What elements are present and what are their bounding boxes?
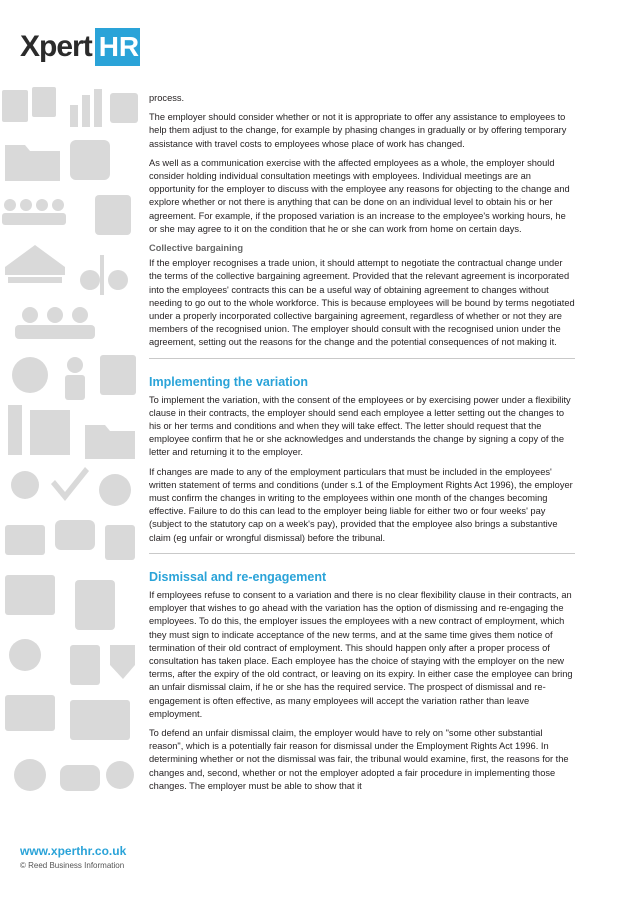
paragraph: The employer should consider whether or not it is appropriate to offer any assistance to employees to help them adjust to the change, for example by phasing changes in gradually or by offering temporary assistance with travel costs to employees whose place of work has changed.	[149, 112, 567, 149]
heading-dismissal-reengagement: Dismissal and re-engagement	[149, 569, 327, 584]
clock-icon	[9, 639, 41, 671]
tower-icon	[8, 405, 22, 455]
lightbulb-icon	[11, 471, 39, 499]
people-icon	[15, 307, 95, 339]
paragraph: If changes are made to any of the employment particulars that must be included in the employees' written statement of terms and conditions (under s.1 of the Employment Rights Act 1996), the employer must confirm the changes in writing to the employees within one month of the changes becoming effective. Failure to do this can lead to the employer being liable for either two or four weeks' pay (subject to the statutory cap on a week's pay), provided that the employee also brings a substantive claim (eg unfair or wrongful dismissal) before the tribunal.	[149, 466, 573, 543]
folder-icon	[5, 145, 60, 181]
graph-icon	[70, 700, 130, 740]
scales-icon	[80, 255, 128, 295]
paragraph: If employees refuse to consent to a variation and there is no clear flexibility clause in their contracts, an employer that wishes to go ahead with the variation has the option of dismissing and re-engaging the employees. To do this, the employer issues the employees with a new contract of employment, which they must sign to indicate acceptance of the new terms, and at the same time gives them notice of termination of their old contract of employment. This should happen only after a proper process of consultation has taken place. Each employee has the choice of staying with the employer on the new terms, after the expiry of the old contract, or leaving on its expiry. In either case the employee can bring an unfair dismissal claim, if he or she has the required service. The prospect of dismissal and re-engagement is often effective, as many employees will accept the variation rather than leave employment.	[149, 589, 573, 719]
chart-icon	[70, 89, 102, 127]
sidebar	[0, 0, 140, 903]
paragraph: If the employer recognises a trade union, it should attempt to negotiate the contractual change under the terms of the collective bargaining agreement. Provided that the relevant agreement is incorporated into the employees' contracts this can be a useful way of obtaining agreement to changes without needing to go out to the whole workforce. This is because employees will be bound by terms negotiated under a properly incorporated collective bargaining agreement, regardless of whether or not they are members of the recognised union. The employer should consult with the recognised union under the agreement, setting out the reasons for the change and the potential consequences of not making it.	[149, 258, 575, 348]
logo-text-hr: HR	[95, 28, 140, 66]
calendar-icon	[110, 93, 138, 123]
building-icon	[5, 245, 65, 283]
person-icon	[65, 357, 85, 400]
documents-icon	[2, 87, 56, 122]
gear-icon	[14, 759, 46, 791]
copyright-text: © Reed Business Information	[20, 861, 125, 870]
xperthr-logo[interactable]	[20, 26, 140, 68]
paragraph: As well as a communication exercise with the affected employees as a whole, the employer should consider holding individual consultation meetings with employees. Individual meetings are an opportunity for the employer to discuss with the employee any reasons for objecting to the change and explore whether or not there is anything that can be done on an individual level to obtain his or her agreement. For example, if the proposed variation is an increase to the employee's working hours, he or she may agree to it on the condition that he or she can work from home on certain days.	[149, 157, 570, 234]
heading-implementing-variation: Implementing the variation	[149, 374, 309, 389]
cloud-icon	[106, 761, 134, 789]
arrows-icon	[70, 140, 110, 180]
pencil-icon	[70, 645, 100, 685]
divider	[149, 553, 575, 554]
folder2-icon	[85, 425, 135, 459]
paragraph: To implement the variation, with the consent of the employees or by exercising power under a flexibility clause in their contracts, the employer should send each employee a letter setting out the changes to his or her terms and conditions and when they will take effect. The letter should request that the employee confirm that he or she acknowledges and understands the change by signing a copy of the letter and returning it to the employer.	[149, 394, 571, 458]
shield-icon	[110, 645, 135, 679]
paragraph: To defend an unfair dismissal claim, the employer would have to rely on "some other substantial reason", which is a potentially fair reason for dismissal under the Employment Rights Act 1996. In determining whether or not the dismissal was fair, the tribunal would examine, first, the reasons for the changes and, second, whether or not the employer adopted a fair procedure in implementing those changes. The employer must be able to show that it	[149, 727, 569, 791]
hands-icon	[60, 765, 100, 791]
team-icon	[2, 199, 66, 225]
question-icon	[75, 580, 115, 630]
papers-icon	[5, 525, 45, 555]
document-body	[149, 92, 575, 799]
paragraph: process.	[149, 93, 185, 103]
checkmark-icon	[51, 467, 89, 501]
headset-icon	[12, 357, 48, 393]
map-icon	[5, 575, 55, 615]
globe-icon	[99, 474, 131, 506]
envelope-icon	[5, 695, 55, 731]
logo-text-xpert: Xpert	[20, 30, 92, 63]
subheading-collective-bargaining: Collective bargaining	[149, 243, 244, 254]
calculator-icon	[95, 195, 131, 235]
divider	[149, 358, 575, 359]
building2-icon	[30, 410, 70, 455]
website-link[interactable]: www.xperthr.co.uk	[20, 844, 127, 858]
book-icon	[105, 525, 135, 560]
chat-icon	[55, 520, 95, 550]
info-icon	[100, 355, 136, 395]
